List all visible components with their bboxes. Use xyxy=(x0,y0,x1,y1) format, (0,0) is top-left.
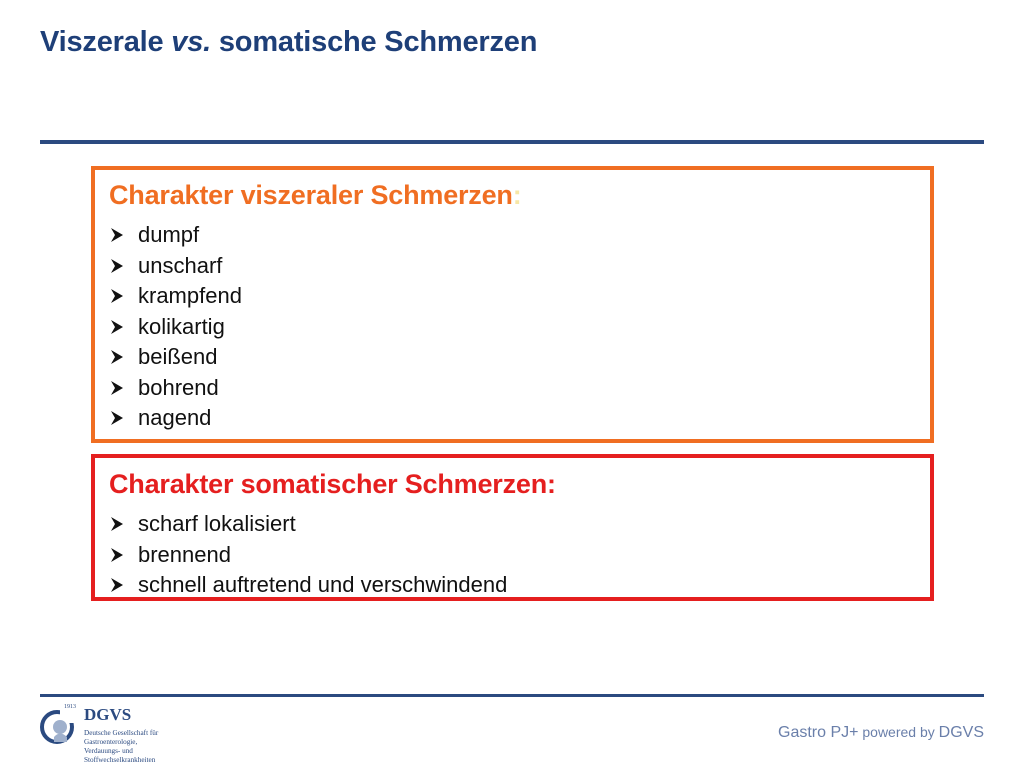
logo-subtitle-line: Verdauungs- und xyxy=(84,747,133,755)
visceral-item-text: bohrend xyxy=(138,374,219,400)
list-item xyxy=(109,251,242,282)
somatic-item-text: brennend xyxy=(138,541,231,567)
somatic-list xyxy=(109,509,507,601)
somatic-item-text: scharf lokalisiert xyxy=(138,511,296,537)
logo-subtitle-line: Deutsche Gesellschaft für xyxy=(84,729,159,737)
visceral-heading xyxy=(109,180,522,211)
footer-credit-org: DGVS xyxy=(938,724,984,741)
arrowhead-bullet-icon xyxy=(109,577,125,593)
dgvs-emblem-icon xyxy=(40,706,78,746)
logo-name: DGVS xyxy=(84,705,132,724)
dgvs-logo xyxy=(40,704,210,764)
footer-credit-main: Gastro PJ+ xyxy=(778,724,859,741)
visceral-item-text: unscharf xyxy=(138,252,223,278)
footer-divider xyxy=(40,694,984,697)
arrowhead-bullet-icon xyxy=(109,349,125,365)
visceral-heading-text: Charakter viszeraler Schmerzen xyxy=(109,180,513,210)
list-item xyxy=(109,312,242,343)
footer-credit-powered: powered by xyxy=(858,724,939,740)
visceral-item-text: nagend xyxy=(138,405,212,431)
list-item xyxy=(109,281,242,312)
arrowhead-bullet-icon xyxy=(109,227,125,243)
visceral-item-text: krampfend xyxy=(138,283,242,309)
logo-year: 1913 xyxy=(64,704,76,710)
list-item xyxy=(109,509,507,540)
visceral-item-text: kolikartig xyxy=(138,313,225,339)
list-item xyxy=(109,403,242,434)
list-item xyxy=(109,373,242,404)
arrowhead-bullet-icon xyxy=(109,380,125,396)
list-item xyxy=(109,220,242,251)
slide-title xyxy=(40,26,537,59)
somatic-heading: Charakter somatischer Schmerzen: xyxy=(109,469,556,499)
title-text-start: Viszerale xyxy=(40,26,172,58)
arrowhead-bullet-icon xyxy=(109,547,125,563)
logo-subtitle xyxy=(84,729,158,765)
visceral-list xyxy=(109,220,242,434)
list-item xyxy=(109,342,242,373)
logo-subtitle-line: Gastroenterologie, xyxy=(84,738,138,746)
visceral-item-text: beißend xyxy=(138,344,218,370)
arrowhead-bullet-icon xyxy=(109,288,125,304)
arrowhead-bullet-icon xyxy=(109,410,125,426)
visceral-item-text: dumpf xyxy=(138,222,200,248)
footer-credit xyxy=(778,724,984,742)
logo-subtitle-line: Stoffwechselkrankheiten xyxy=(84,756,156,764)
title-divider xyxy=(40,140,984,144)
arrowhead-bullet-icon xyxy=(109,319,125,335)
visceral-pain-box xyxy=(91,166,934,443)
list-item xyxy=(109,570,507,601)
visceral-heading-colon: : xyxy=(512,180,522,210)
somatic-pain-box xyxy=(91,454,934,601)
somatic-item-text: schnell auftretend und verschwindend xyxy=(138,572,508,598)
arrowhead-bullet-icon xyxy=(109,258,125,274)
arrowhead-bullet-icon xyxy=(109,516,125,532)
list-item xyxy=(109,540,507,571)
title-text-end: somatische Schmerzen xyxy=(211,26,538,58)
title-text-vs: vs. xyxy=(171,26,212,58)
